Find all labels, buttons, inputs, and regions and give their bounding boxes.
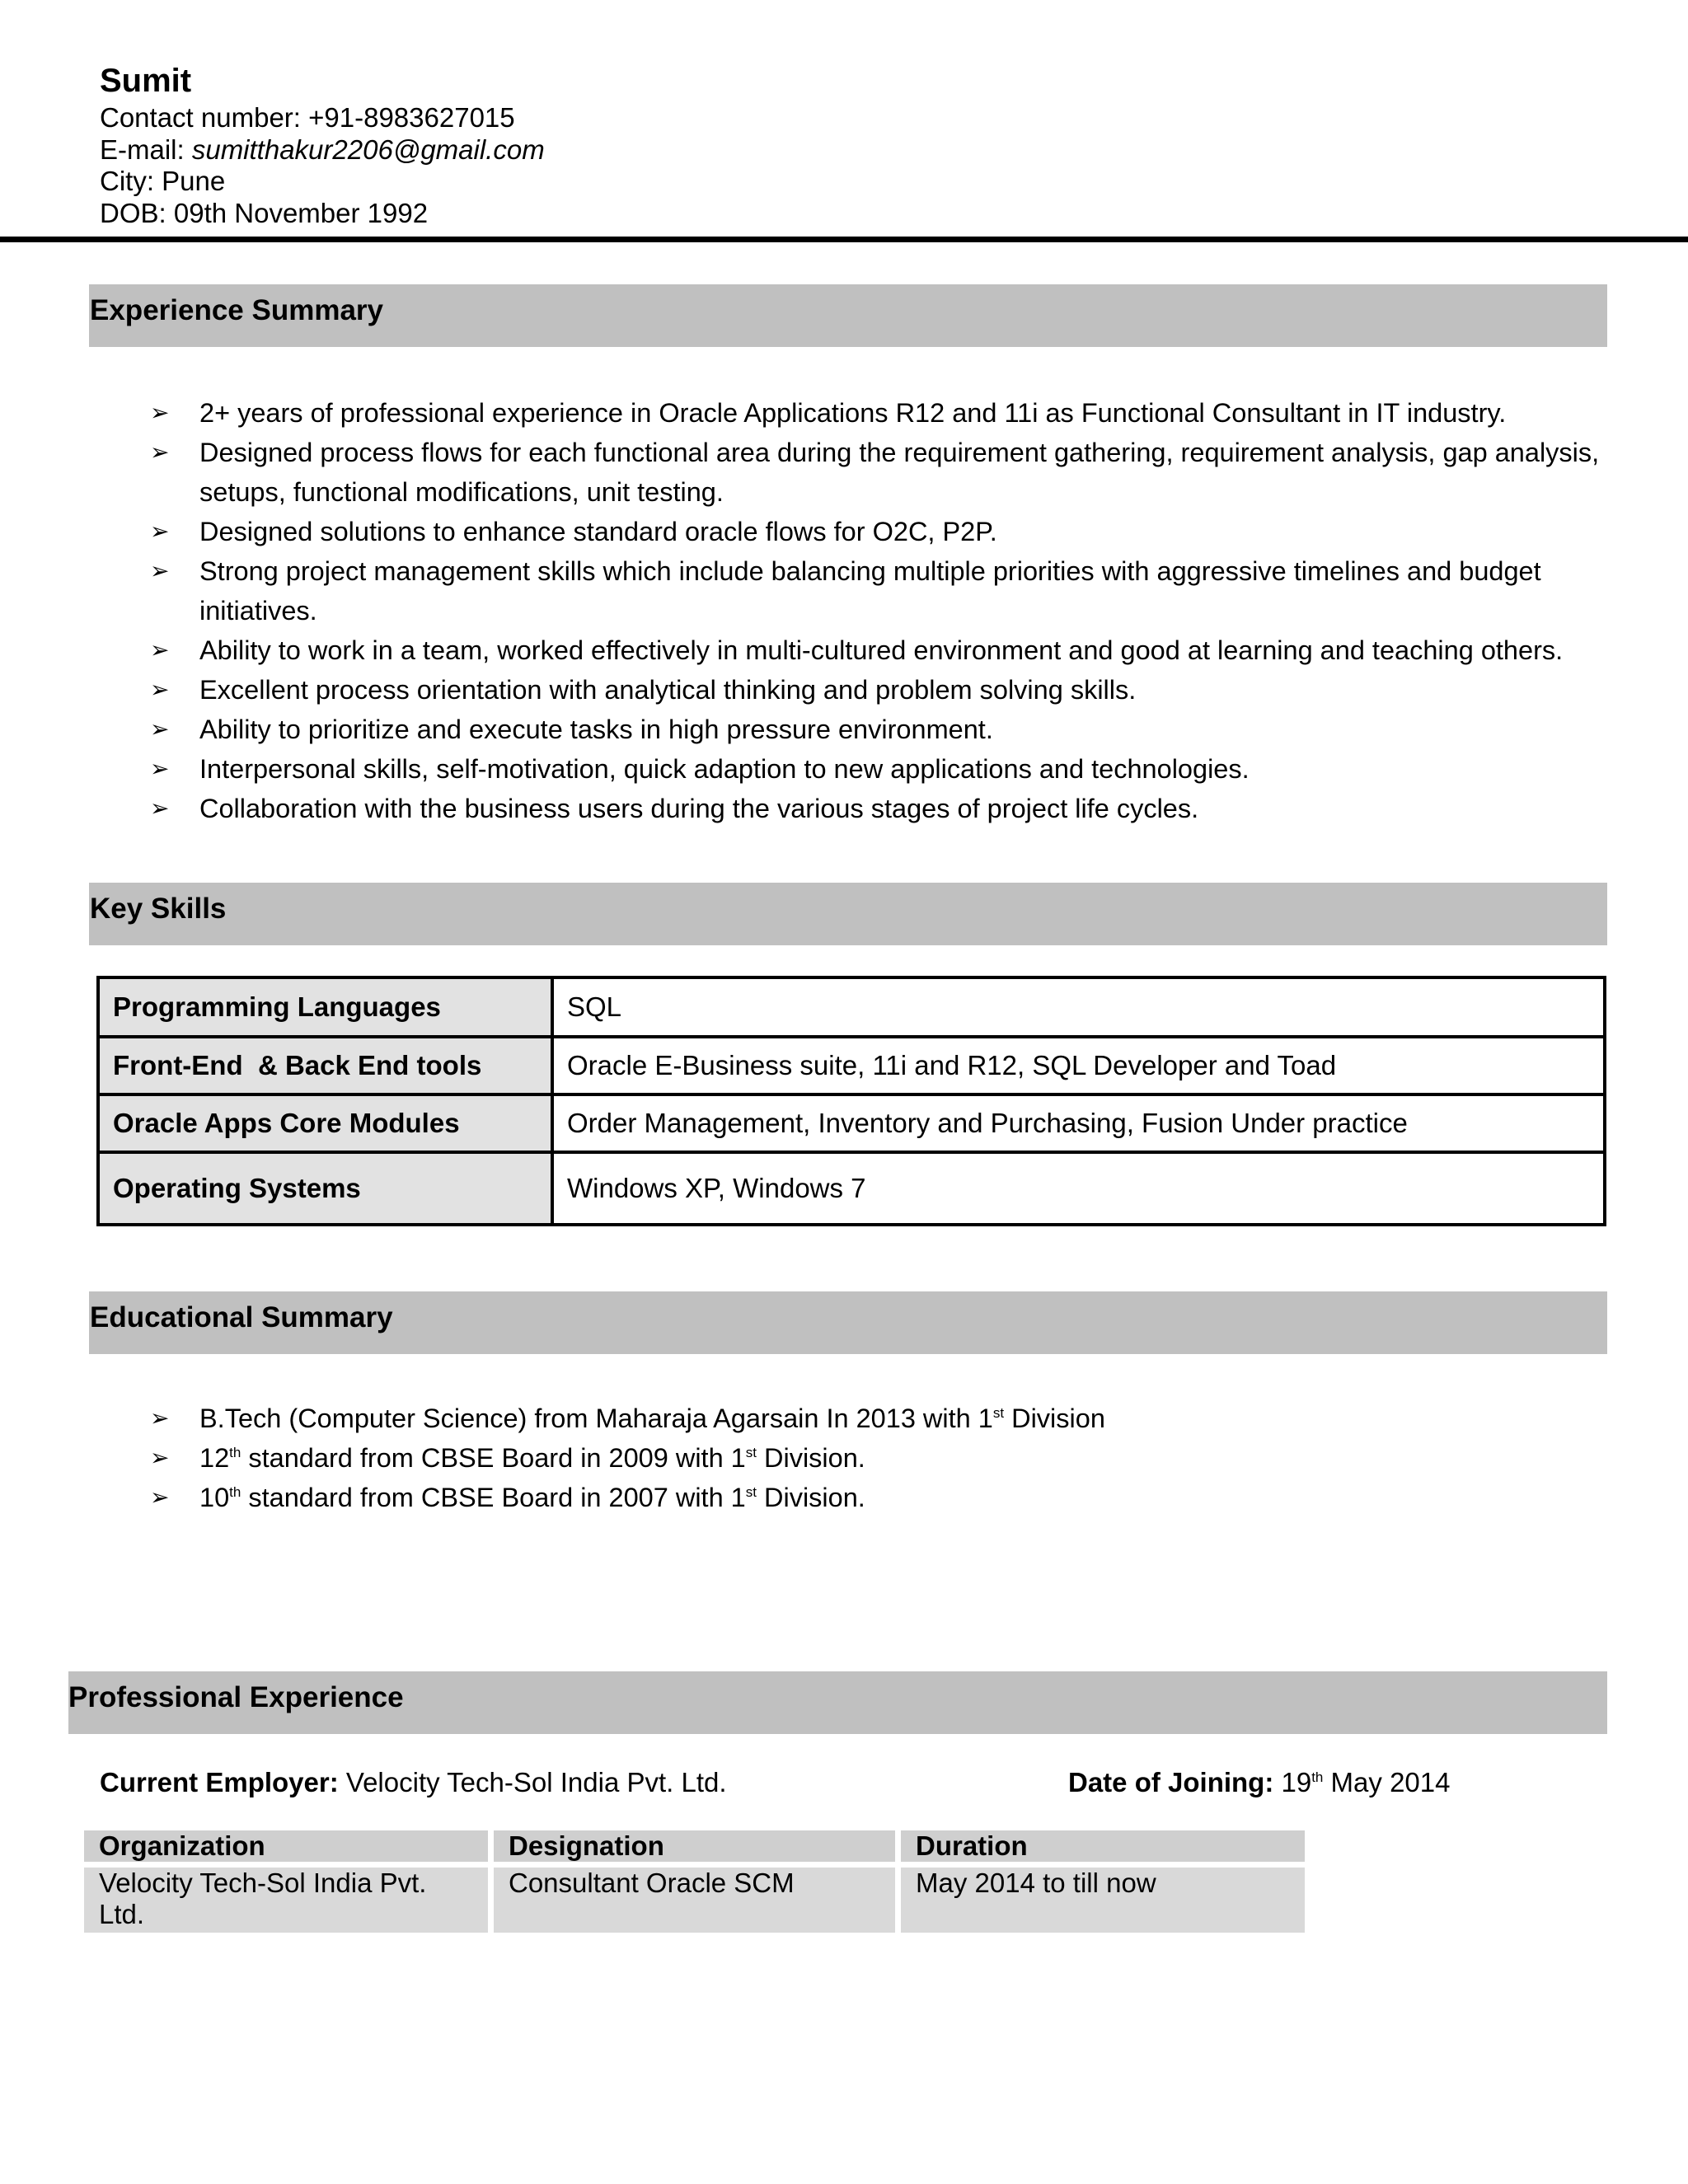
skill-value: Oracle E-Business suite, 11i and R12, SQL Developer and Toad xyxy=(552,1037,1605,1094)
list-item: ➢ 12th standard from CBSE Board in 2009 with 1st Division. xyxy=(150,1438,1601,1478)
contact-number-line xyxy=(100,102,545,134)
column-header-organization: Organization xyxy=(84,1830,488,1862)
current-employer xyxy=(100,1766,727,1799)
arrow-bullet-icon: ➢ xyxy=(150,755,170,782)
candidate-name: Sumit xyxy=(100,63,192,99)
header-divider xyxy=(0,237,1688,242)
arrow-bullet-icon: ➢ xyxy=(150,399,170,426)
email-label: E-mail: xyxy=(100,134,192,165)
table-row xyxy=(98,1094,1605,1152)
professional-experience-title: Professional Experience xyxy=(68,1681,404,1713)
professional-experience-heading xyxy=(68,1671,1607,1734)
column-header-duration: Duration xyxy=(901,1830,1305,1862)
email-address[interactable]: sumitthakur2206@gmail.com xyxy=(191,134,545,165)
experience-summary-heading xyxy=(89,284,1607,347)
arrow-bullet-icon: ➢ xyxy=(150,1444,170,1471)
list-item: ➢ Collaboration with the business users during the various stages of project life cycles. xyxy=(150,789,1601,828)
arrow-bullet-icon: ➢ xyxy=(150,438,170,466)
dob-value: 09th November 1992 xyxy=(173,197,429,228)
list-item: ➢ 10th standard from CBSE Board in 2007 with 1st Division. xyxy=(150,1478,1601,1517)
arrow-bullet-icon: ➢ xyxy=(150,794,170,822)
city-line xyxy=(100,166,545,198)
duration-cell: May 2014 to till now xyxy=(901,1868,1305,1933)
current-employer-value: Velocity Tech-Sol India Pvt. Ltd. xyxy=(338,1767,727,1797)
skill-value: SQL xyxy=(552,977,1605,1037)
city-label: City: xyxy=(100,166,162,196)
arrow-bullet-icon: ➢ xyxy=(150,1483,170,1511)
arrow-bullet-icon: ➢ xyxy=(150,557,170,584)
date-of-joining-label: Date of Joining: xyxy=(1068,1767,1274,1797)
skill-label: Operating Systems xyxy=(98,1152,552,1225)
list-item: ➢ Designed process flows for each functional area during the requirement gathering, requirement analysis, gap analysis, setups, functional modifications, unit testing. xyxy=(150,433,1601,512)
educational-summary-list xyxy=(150,1399,1601,1517)
dob-line xyxy=(100,198,545,230)
key-skills-heading xyxy=(89,883,1607,945)
arrow-bullet-icon: ➢ xyxy=(150,636,170,663)
arrow-bullet-icon: ➢ xyxy=(150,715,170,743)
contact-label: Contact number: xyxy=(100,102,309,133)
organization-cell: Velocity Tech-Sol India Pvt. Ltd. xyxy=(84,1868,488,1933)
list-item: ➢ Designed solutions to enhance standard oracle flows for O2C, P2P. xyxy=(150,512,1601,551)
skill-label: Front-End & Back End tools xyxy=(98,1037,552,1094)
designation-cell: Consultant Oracle SCM xyxy=(494,1868,895,1933)
key-skills-table xyxy=(96,976,1606,1226)
skill-value: Windows XP, Windows 7 xyxy=(552,1152,1605,1225)
dob-label: DOB: xyxy=(100,197,174,228)
arrow-bullet-icon: ➢ xyxy=(150,676,170,703)
column-header-designation: Designation xyxy=(494,1830,895,1862)
list-item: ➢ Interpersonal skills, self-motivation, quick adaption to new applications and technologies. xyxy=(150,749,1601,789)
educational-summary-title: Educational Summary xyxy=(90,1301,393,1333)
contact-number: +91-8983627015 xyxy=(308,102,515,133)
list-item: ➢ Excellent process orientation with analytical thinking and problem solving skills. xyxy=(150,670,1601,710)
arrow-bullet-icon: ➢ xyxy=(150,1404,170,1432)
contact-header xyxy=(100,59,545,229)
skill-value: Order Management, Inventory and Purchasing, Fusion Under practice xyxy=(552,1094,1605,1152)
city-value: Pune xyxy=(162,166,226,196)
key-skills-title: Key Skills xyxy=(90,893,227,925)
educational-summary-heading xyxy=(89,1291,1607,1354)
email-line xyxy=(100,134,545,166)
arrow-bullet-icon: ➢ xyxy=(150,518,170,545)
list-item: ➢ Strong project management skills which include balancing multiple priorities with aggressive timelines and budget initiatives. xyxy=(150,551,1601,630)
skill-label: Programming Languages xyxy=(98,977,552,1037)
date-of-joining: Date of Joining: 19th May 2014 xyxy=(1068,1767,1451,1797)
table-row xyxy=(98,1152,1605,1225)
experience-summary-title: Experience Summary xyxy=(90,294,384,326)
experience-summary-list xyxy=(150,393,1601,828)
table-row xyxy=(98,1037,1605,1094)
list-item: ➢ Ability to work in a team, worked effectively in multi-cultured environment and good at learning and teaching others. xyxy=(150,630,1601,670)
list-item: ➢ Ability to prioritize and execute tasks in high pressure environment. xyxy=(150,710,1601,749)
list-item: ➢ 2+ years of professional experience in Oracle Applications R12 and 11i as Functional Consultant in IT industry. xyxy=(150,393,1601,433)
current-employer-label: Current Employer: xyxy=(100,1767,339,1797)
table-row xyxy=(98,977,1605,1037)
list-item: ➢ B.Tech (Computer Science) from Maharaja Agarsain In 2013 with 1st Division xyxy=(150,1399,1601,1438)
skill-label: Oracle Apps Core Modules xyxy=(98,1094,552,1152)
